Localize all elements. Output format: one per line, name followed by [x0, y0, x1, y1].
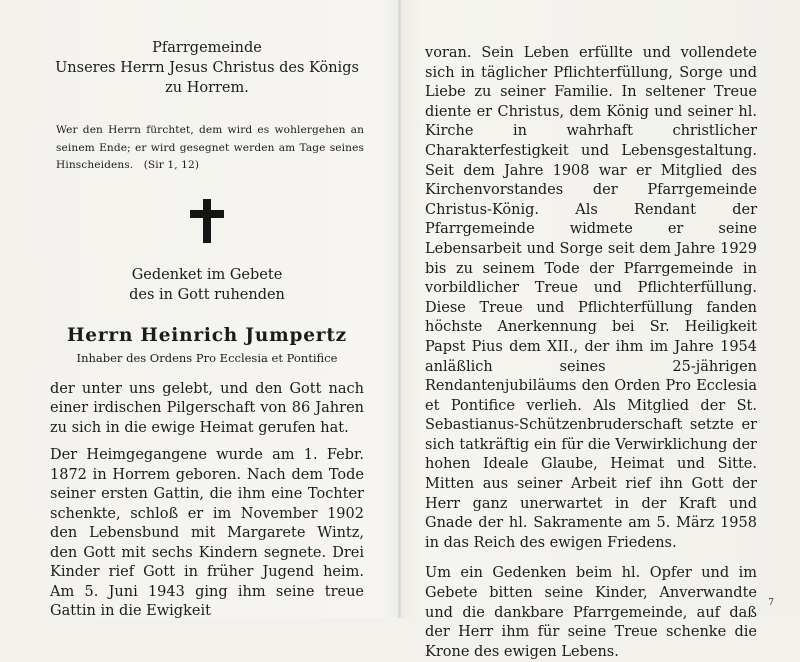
right-paragraph-1: voran. Sein Leben erfüllte und vollendete sich in täglicher Pflichterfüllung, Sorge und Liebe zu seiner Familie. In seltener Treue diente er Christus, dem König und seiner hl. Kirche in wahrhaft christlicher Charakterfestigkeit und Lebensgestaltung. Seit dem Jahre 1908 war er Mitglied des Kirchenvorstandes der Pfarrgemeinde Christus-König. Als Rendant der Pfarrgemeinde widmete er seine Lebensarbeit und Sorge seit dem Jahre 1929 bis zu seinem Tode der Pfarrgemeinde in vorbildlicher Treue und Pflichterfüllung. Diese Treue und Pflichterfüllung fanden höchste Anerkennung bei Sr. Heiligkeit Papst Pius dem XII., der ihm im Jahre 1954 anläßlich seines 25-jährigen Rendantenjubiläums den Orden Pro Ecclesia et Pontifice verlieh. Als Mitglied der St. Sebastianus-Schützenbruderschaft setzte er sich tatkräftig ein für die Verwirklichung der hohen Ideale Glaube, Heimat und Sitte. Mitten aus seiner Arbeit rief ihn Gott der Herr ganz unerwartet in der Kraft und Gnade der hl. Sakramente am 5. März 1958 in das Reich des ewigen Friedens.	[425, 45, 757, 551]
parish-line-2: Unseres Herrn Jesus Christus des Königs	[55, 60, 359, 76]
remembrance-line-2: des in Gott ruhenden	[129, 286, 285, 303]
quote-text: Wer den Herrn fürchtet, dem wird es wohlergehen an seinem Ende; er wird gesegnet werden am Tage seines Hinscheidens.	[56, 124, 364, 171]
parish-line-1: Pfarrgemeinde	[152, 40, 262, 56]
left-paragraph-1: der unter uns gelebt, und den Gott nach einer irdischen Pilgerschaft von 86 Jahren zu sich in die ewige Heimat gerufen hat.	[50, 380, 364, 436]
quote-reference: (Sir 1, 12)	[143, 159, 200, 171]
card-fold	[398, 0, 401, 618]
right-panel	[425, 44, 757, 662]
deceased-honor: Inhaber des Ordens Pro Ecclesia et Pontifice	[76, 350, 338, 365]
left-paragraph-2: Der Heimgegangene wurde am 1. Febr. 1872 in Horrem geboren. Nach dem Tode seiner ersten Gattin, die ihm eine Tochter schenkte, schloß er im November 1902 den Lebensbund mit Margarete Wintz, den Gott mit sechs Kindern segnete. Drei Kinder rief Gott in früher Jugend heim. Am 5. Juni 1943 ging ihm seine treue Gattin in die Ewigkeit	[50, 447, 364, 619]
scripture-quote	[56, 122, 364, 175]
remembrance-block	[50, 265, 364, 366]
parish-line-3: zu Horrem.	[165, 80, 249, 96]
cross-icon	[190, 199, 224, 243]
deceased-name: Herrn Heinrich Jumpertz	[67, 324, 347, 346]
parish-header	[50, 38, 364, 98]
left-panel	[50, 38, 364, 622]
right-paragraph-2: Um ein Gedenken beim hl. Opfer und im Gebete bitten seine Kinder, Anverwandte und die dankbare Pfarrgemeinde, auf daß der Herr ihm für seine Treue schenke die Krone des ewigen Lebens.	[425, 565, 757, 660]
page-mark: 7	[768, 598, 774, 608]
remembrance-line-1: Gedenket im Gebete	[131, 266, 283, 283]
